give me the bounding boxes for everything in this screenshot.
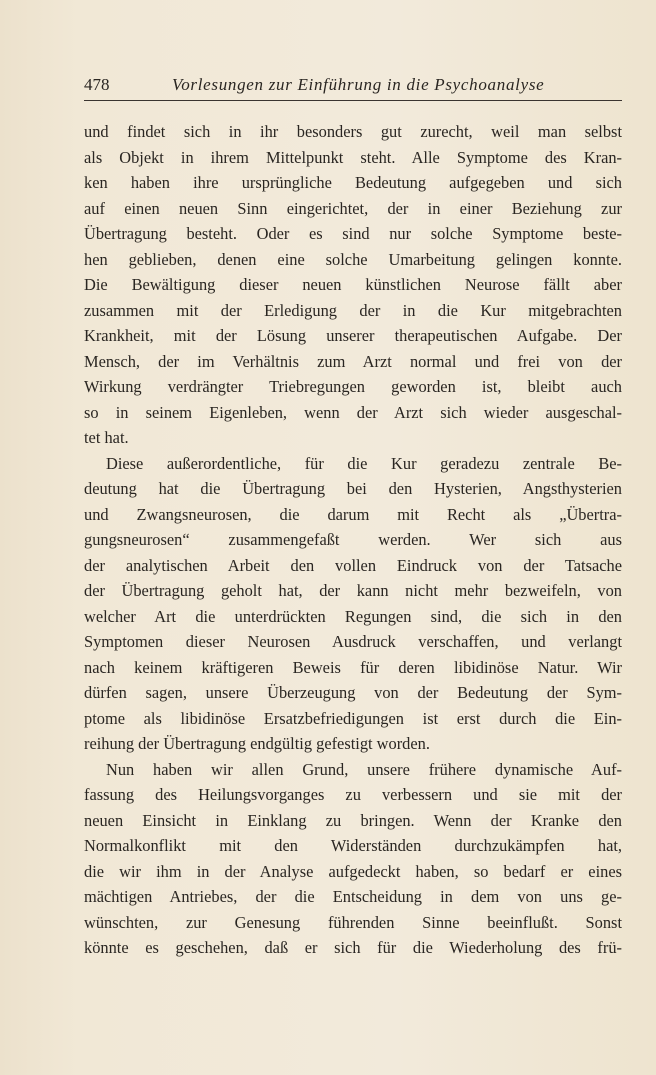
text-line: könnte es geschehen, daß er sich für die Wiederholung des frü- <box>84 938 622 957</box>
text-line: dürfen sagen, unsere Überzeugung von der Bedeutung der Sym- <box>84 683 622 702</box>
text-line: ken haben ihre ursprüngliche Bedeutung aufgegeben und sich <box>84 173 622 192</box>
running-title: Vorlesungen zur Einführung in die Psychoanalyse <box>172 75 545 94</box>
text-line: wünschten, zur Genesung führenden Sinne beeinflußt. Sonst <box>84 912 622 932</box>
text-line: und Zwangsneurosen, die darum mit Recht als „Übertra- <box>84 504 622 524</box>
header-rule <box>84 100 622 101</box>
text-line: gungsneurosen“ zusammengefaßt werden. Wer sich aus <box>84 530 622 549</box>
paragraph-start-line: Nun haben wir allen Grund, unsere frühere dynamische Auf- <box>106 759 622 779</box>
text-line: welcher Art die unterdrückten Regungen sind, die sich in den <box>84 606 622 626</box>
text-line: so in seinem Eigenleben, wenn der Arzt sich wieder ausgeschal- <box>84 402 622 422</box>
text-line: der analytischen Arbeit den vollen Eindruck von der Tatsache <box>84 555 622 575</box>
text-line: reihung der Übertragung endgültig gefestigt worden. <box>84 734 430 753</box>
page-header <box>84 73 622 99</box>
text-line: als Objekt in ihrem Mittelpunkt steht. Alle Symptome des Kran- <box>84 147 622 167</box>
text-line: und findet sich in ihr besonders gut zurecht, weil man selbst <box>84 122 622 141</box>
text-line: Symptomen dieser Neurosen Ausdruck verschaffen, und verlangt <box>84 632 622 651</box>
text-line: zusammen mit der Erledigung der in die Kur mitgebrachten <box>84 300 622 320</box>
text-line: ptome als libidinöse Ersatzbefriedigungen ist erst durch die Ein- <box>84 708 622 728</box>
text-line: neuen Einsicht in Einklang zu bringen. Wenn der Kranke den <box>84 810 622 830</box>
paragraph-start-line: Diese außerordentliche, für die Kur geradezu zentrale Be- <box>106 453 622 473</box>
text-line: tet hat. <box>84 428 129 447</box>
text-line: fassung des Heilungsvorganges zu verbessern und sie mit der <box>84 785 622 804</box>
text-line: hen geblieben, denen eine solche Umarbeitung gelingen konnte. <box>84 249 622 269</box>
page-number: 478 <box>84 75 110 94</box>
text-line: auf einen neuen Sinn eingerichtet, der in einer Beziehung zur <box>84 198 622 218</box>
text-line: mächtigen Antriebes, der die Entscheidung in dem von uns ge- <box>84 887 622 906</box>
text-line: Mensch, der im Verhältnis zum Arzt normal und frei von der <box>84 351 622 371</box>
text-line: nach keinem kräftigeren Beweis für deren libidinöse Natur. Wir <box>84 657 622 677</box>
text-line: Wirkung verdrängter Triebregungen geworden ist, bleibt auch <box>84 377 622 396</box>
text-line: Übertragung besteht. Oder es sind nur solche Symptome beste- <box>84 224 622 243</box>
text-line: Die Bewältigung dieser neuen künstlichen Neurose fällt aber <box>84 275 622 294</box>
text-line: der Übertragung geholt hat, der kann nicht mehr bezweifeln, von <box>84 581 622 600</box>
text-line: deutung hat die Übertragung bei den Hysterien, Angsthysterien <box>84 479 622 498</box>
text-line: Normalkonflikt mit den Widerständen durchzukämpfen hat, <box>84 836 622 855</box>
text-line: die wir ihm in der Analyse aufgedeckt haben, so bedarf er eines <box>84 861 622 881</box>
text-line: Krankheit, mit der Lösung unserer therapeutischen Aufgabe. Der <box>84 326 622 345</box>
body-text <box>84 119 622 961</box>
